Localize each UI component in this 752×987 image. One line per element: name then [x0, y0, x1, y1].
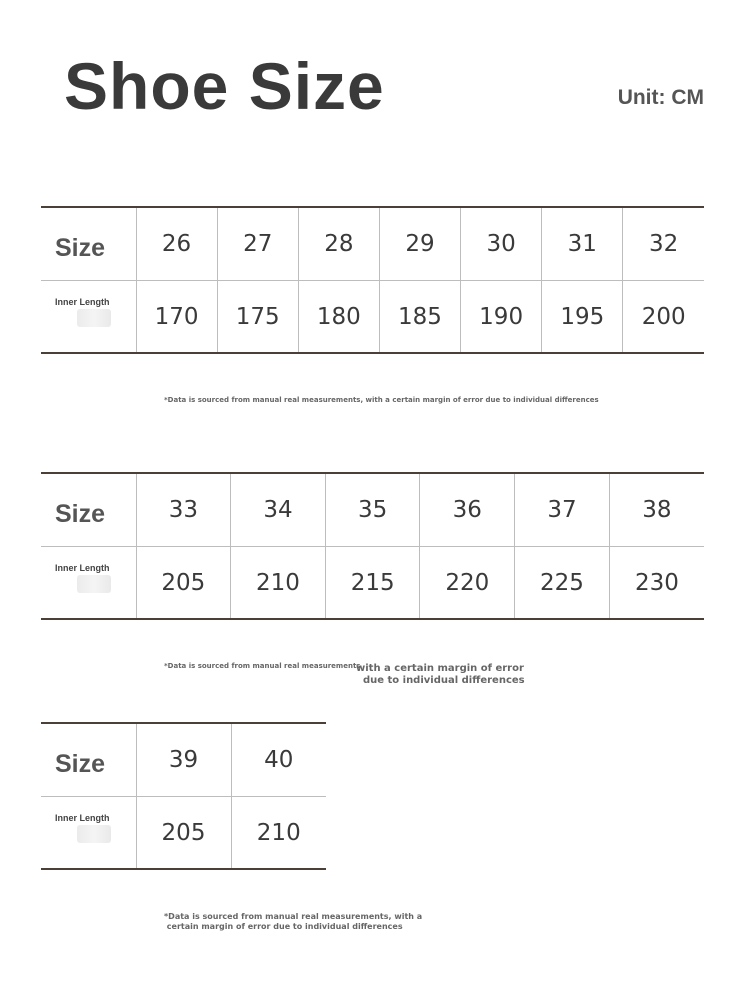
size-header-label: Size	[55, 233, 106, 262]
inner-length-cell: 225	[515, 547, 610, 620]
size-cell: 37	[515, 473, 610, 547]
size-header-cell	[41, 723, 136, 797]
size-header-cell	[41, 473, 136, 547]
size-cell: 31	[542, 207, 623, 281]
inner-length-cell: 215	[325, 547, 420, 620]
inner-length-cell: 205	[136, 797, 231, 870]
size-table-3	[41, 722, 326, 870]
size-cell: 40	[231, 723, 326, 797]
inner-length-cell: 220	[420, 547, 515, 620]
blurred-mark	[77, 825, 111, 843]
inner-length-header-cell	[41, 547, 136, 620]
inner-length-header-label: Inner Length	[55, 563, 110, 573]
measurement-note-continued: with a certain margin of error due to individual differences	[356, 663, 525, 686]
inner-length-cell: 195	[542, 281, 623, 354]
size-table-1	[41, 206, 704, 354]
unit-label: Unit: CM	[617, 86, 704, 109]
inner-length-cell: 185	[379, 281, 460, 354]
size-table-2	[41, 472, 704, 620]
size-cell: 38	[609, 473, 704, 547]
size-cell: 35	[325, 473, 420, 547]
size-cell: 34	[231, 473, 326, 547]
size-cell: 28	[298, 207, 379, 281]
inner-length-cell: 200	[623, 281, 704, 354]
inner-length-cell: 210	[231, 797, 326, 870]
size-cell: 29	[379, 207, 460, 281]
measurement-note: *Data is sourced from manual real measurements, with a certain margin of error due to individual differences	[164, 912, 423, 931]
inner-length-cell: 180	[298, 281, 379, 354]
measurement-note: *Data is sourced from manual real measurements	[164, 662, 361, 670]
size-row	[41, 207, 704, 281]
inner-length-header-label: Inner Length	[55, 297, 110, 307]
size-row	[41, 473, 704, 547]
size-cell: 26	[136, 207, 217, 281]
blurred-mark	[77, 575, 111, 593]
inner-length-cell: 190	[461, 281, 542, 354]
inner-length-row	[41, 797, 326, 870]
size-cell: 39	[136, 723, 231, 797]
size-header-label: Size	[55, 749, 106, 778]
inner-length-header-cell	[41, 281, 136, 354]
size-cell: 30	[461, 207, 542, 281]
inner-length-cell: 210	[231, 547, 326, 620]
inner-length-row	[41, 281, 704, 354]
size-cell: 32	[623, 207, 704, 281]
inner-length-cell: 205	[136, 547, 231, 620]
page-title: Shoe Size	[64, 49, 385, 123]
inner-length-cell: 230	[609, 547, 704, 620]
inner-length-header-cell	[41, 797, 136, 870]
size-header-label: Size	[55, 499, 106, 528]
measurement-note: *Data is sourced from manual real measurements, with a certain margin of error due to individual differences	[164, 396, 599, 404]
blurred-mark	[77, 309, 111, 327]
size-cell: 27	[217, 207, 298, 281]
inner-length-cell: 175	[217, 281, 298, 354]
size-header-cell	[41, 207, 136, 281]
size-row	[41, 723, 326, 797]
inner-length-header-label: Inner Length	[55, 813, 110, 823]
size-cell: 36	[420, 473, 515, 547]
inner-length-row	[41, 547, 704, 620]
inner-length-cell: 170	[136, 281, 217, 354]
size-cell: 33	[136, 473, 231, 547]
